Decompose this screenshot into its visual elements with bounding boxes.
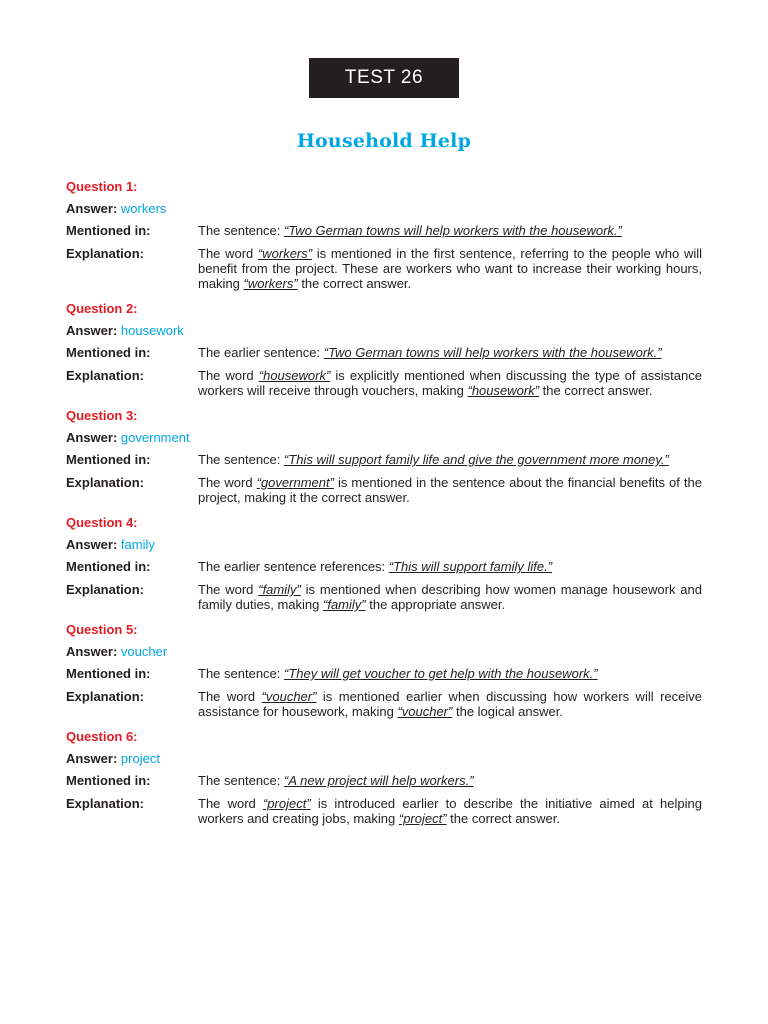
mentioned-prefix: The sentence:: [198, 773, 284, 788]
explanation-part: The word: [198, 796, 263, 811]
explanation-label: Explanation:: [66, 246, 145, 261]
mentioned-prefix: The sentence:: [198, 223, 284, 238]
explanation-keyword: “family”: [323, 597, 366, 612]
mentioned-text: [198, 559, 702, 574]
question-label: Question 1:: [66, 179, 138, 194]
question-label: Question 2:: [66, 301, 138, 316]
question-block-2: [66, 301, 702, 398]
explanation-row: [66, 368, 702, 398]
explanation-keyword: “workers”: [257, 246, 313, 261]
question-block-1: [66, 179, 702, 291]
explanation-row: [66, 475, 702, 505]
mentioned-prefix: The sentence:: [198, 452, 284, 467]
answer-label: Answer:: [66, 537, 118, 552]
explanation-label: Explanation:: [66, 582, 145, 597]
explanation-label: Explanation:: [66, 689, 145, 704]
answer-value: workers: [120, 201, 167, 216]
answer-value: housework: [120, 323, 184, 338]
explanation-part: the correct answer.: [297, 276, 412, 291]
mentioned-quote: “Two German towns will help workers with the housework.”: [284, 223, 622, 238]
explanation-text: [198, 475, 702, 505]
mentioned-prefix: The earlier sentence:: [198, 345, 324, 360]
explanation-part: The word: [198, 368, 259, 383]
explanation-text: [198, 689, 702, 719]
explanation-row: [66, 796, 702, 826]
explanation-keyword: “voucher”: [261, 689, 317, 704]
explanation-keyword: “government”: [256, 475, 334, 490]
explanation-row: [66, 246, 702, 291]
answer-value: family: [120, 537, 155, 552]
mentioned-row: [66, 666, 702, 681]
mentioned-label: Mentioned in:: [66, 452, 151, 467]
mentioned-row: [66, 452, 702, 467]
explanation-part: is explicitly mentioned when discussing the type of assistance workers will receive through vouchers, making: [198, 368, 702, 398]
answer-line: [66, 201, 702, 217]
mentioned-text: [198, 223, 702, 238]
answer-label: Answer:: [66, 430, 118, 445]
explanation-part: is mentioned in the sentence about the financial benefits of the project, making it the correct answer.: [198, 475, 702, 505]
question-label: Question 3:: [66, 408, 138, 423]
mentioned-row: [66, 223, 702, 238]
answer-line: [66, 537, 702, 553]
explanation-row: [66, 582, 702, 612]
answer-key: [66, 179, 702, 834]
mentioned-quote: “A new project will help workers.”: [284, 773, 474, 788]
explanation-part: the appropriate answer.: [365, 597, 506, 612]
answer-label: Answer:: [66, 201, 118, 216]
question-block-6: [66, 729, 702, 826]
answer-line: [66, 751, 702, 767]
answer-line: [66, 323, 702, 339]
explanation-part: the logical answer.: [452, 704, 563, 719]
mentioned-label: Mentioned in:: [66, 666, 151, 681]
explanation-keyword: “workers”: [243, 276, 298, 291]
answer-label: Answer:: [66, 751, 118, 766]
question-label: Question 5:: [66, 622, 138, 637]
answer-line: [66, 644, 702, 660]
test-number-label: TEST 26: [344, 67, 424, 88]
mentioned-text: [198, 345, 702, 360]
answer-value: government: [120, 430, 190, 445]
explanation-part: the correct answer.: [446, 811, 561, 826]
explanation-part: The word: [198, 475, 257, 490]
question-label: Question 4:: [66, 515, 138, 530]
answer-label: Answer:: [66, 644, 118, 659]
question-label: Question 6:: [66, 729, 138, 744]
explanation-keyword: “family”: [258, 582, 301, 597]
question-block-3: [66, 408, 702, 505]
answer-value: voucher: [120, 644, 168, 659]
explanation-keyword: “housework”: [467, 383, 540, 398]
answer-label: Answer:: [66, 323, 118, 338]
explanation-label: Explanation:: [66, 796, 145, 811]
mentioned-label: Mentioned in:: [66, 223, 151, 238]
explanation-keyword: “housework”: [258, 368, 331, 383]
explanation-part: the correct answer.: [539, 383, 653, 398]
explanation-keyword: “voucher”: [397, 704, 453, 719]
answer-value: project: [120, 751, 160, 766]
explanation-label: Explanation:: [66, 475, 145, 490]
mentioned-quote: “Two German towns will help workers with the housework.”: [323, 345, 662, 360]
explanation-part: is mentioned in the first sentence, referring to the people who will benefit from the project. These are workers who want to increase their working hours, making: [198, 246, 702, 291]
explanation-keyword: “project”: [262, 796, 311, 811]
mentioned-row: [66, 773, 702, 788]
mentioned-text: [198, 773, 702, 788]
explanation-part: The word: [198, 246, 258, 261]
test-number-badge: [309, 58, 459, 98]
explanation-part: is mentioned earlier when discussing how workers will receive assistance for housework, making: [198, 689, 702, 719]
mentioned-prefix: The sentence:: [198, 666, 284, 681]
explanation-row: [66, 689, 702, 719]
mentioned-text: [198, 666, 702, 681]
mentioned-label: Mentioned in:: [66, 559, 151, 574]
explanation-text: [198, 368, 702, 398]
mentioned-quote: “This will support family life and give the government more money.”: [284, 452, 669, 467]
mentioned-prefix: The earlier sentence references:: [198, 559, 389, 574]
mentioned-row: [66, 559, 702, 574]
question-block-4: [66, 515, 702, 612]
explanation-keyword: “project”: [398, 811, 447, 826]
explanation-part: The word: [198, 582, 259, 597]
mentioned-label: Mentioned in:: [66, 345, 151, 360]
explanation-text: [198, 582, 702, 612]
mentioned-quote: “This will support family life.”: [388, 559, 553, 574]
mentioned-row: [66, 345, 702, 360]
explanation-part: The word: [198, 689, 262, 704]
explanation-part: is mentioned when describing how women manage housework and family duties, making: [198, 582, 702, 612]
explanation-text: [198, 796, 702, 826]
page-title: Household Help: [296, 130, 472, 152]
answer-line: [66, 430, 702, 446]
mentioned-quote: “They will get voucher to get help with the housework.”: [284, 666, 598, 681]
mentioned-label: Mentioned in:: [66, 773, 151, 788]
explanation-text: [198, 246, 702, 291]
explanation-label: Explanation:: [66, 368, 145, 383]
explanation-part: is introduced earlier to describe the initiative aimed at helping workers and creating jobs, making: [198, 796, 702, 826]
mentioned-text: [198, 452, 702, 467]
question-block-5: [66, 622, 702, 719]
